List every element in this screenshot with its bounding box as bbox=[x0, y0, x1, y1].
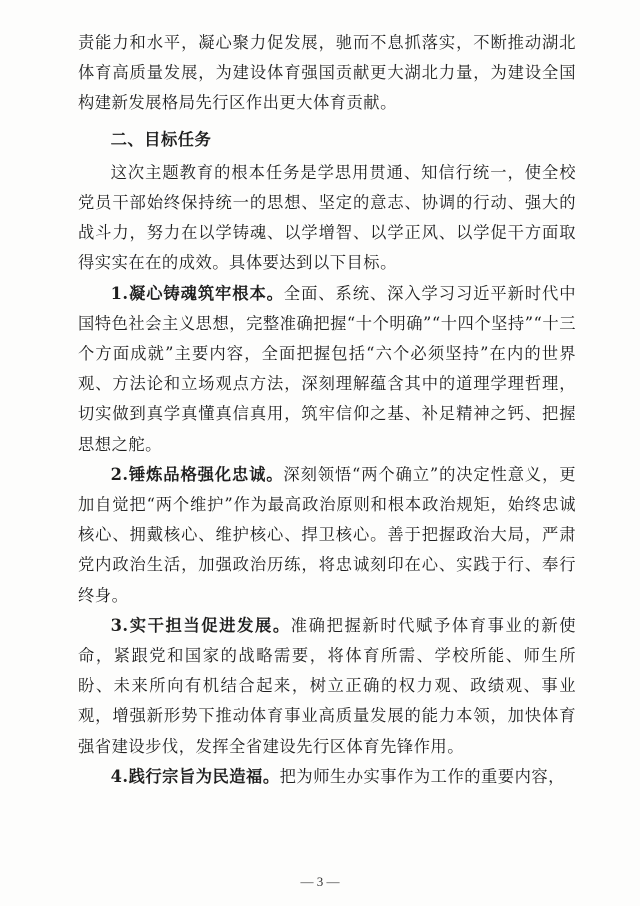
goal-item-2-body: 深刻领悟“两个确立”的决定性意义，更加自觉把“两个维护”作为最高政治原则和根本政治规矩，始终忠诚核心、拥戴核心、维护核心、捍卫核心。善于把握政治大局，严肃党内政治生活，加强政治历练，将忠诚刻印在心、实践于行、奉行终身。 bbox=[78, 464, 577, 605]
goal-item-1-body: 全面、系统、深入学习习近平新时代中国特色社会主义思想，完整准确把握“十个明确”“十四个坚持”“十三个方面成就”主要内容，全面把握包括“六个必须坚持”在内的世界观、方法论和立场观点方法，深刻理解蕴含其中的道理学理哲理，切实做到真学真懂真信真用，筑牢信仰之基、补足精神之钙、把握思想之舵。 bbox=[78, 283, 576, 454]
goal-item-1-lead: 1.凝心铸魂筑牢根本。 bbox=[110, 283, 284, 303]
intro-paragraph-continuation: 责能力和水平，凝心聚力促发展，驰而不息抓落实，不断推动湖北体育高质量发展，为建设体育强国贡献更大湖北力量，为建设全国构建新发展格局先行区作出更大体育贡献。 bbox=[78, 33, 576, 113]
goal-item-3 bbox=[78, 611, 576, 762]
document-body bbox=[78, 28, 576, 792]
goal-item-1 bbox=[78, 279, 576, 460]
goal-item-3-body: 准确把握新时代赋予体育事业的新使命，紧跟党和国家的战略需要，将体育所需、学校所能、师生所盼、未来所向有机结合起来，树立正确的权力观、政绩观、事业观，增强新形势下推动体育事业高质量发展的能力本领，加快体育强省建设步伐，发挥全省建设先行区体育先锋作用。 bbox=[78, 615, 576, 756]
goal-item-2 bbox=[78, 460, 576, 611]
goal-item-4 bbox=[78, 762, 576, 792]
goal-item-2-lead: 2.锤炼品格强化忠诚。 bbox=[110, 464, 284, 484]
section-intro-paragraph: 这次主题教育的根本任务是学思用贯通、知信行统一，使全校党员干部始终保持统一的思想、坚定的意志、协调的行动、强大的战斗力，努力在以学铸魂、以学增智、以学正风、以学促干方面取得实实在在的成效。具体要达到以下目标。 bbox=[78, 162, 576, 273]
page-number: — 3 — bbox=[300, 874, 340, 889]
goal-item-3-lead: 3.实干担当促进发展。 bbox=[110, 615, 291, 635]
section-heading: 二、目标任务 bbox=[110, 129, 212, 149]
goal-item-4-body: 把为师生办实事作为工作的重要内容， bbox=[279, 766, 565, 786]
goal-item-4-lead: 4.践行宗旨为民造福。 bbox=[110, 766, 280, 786]
